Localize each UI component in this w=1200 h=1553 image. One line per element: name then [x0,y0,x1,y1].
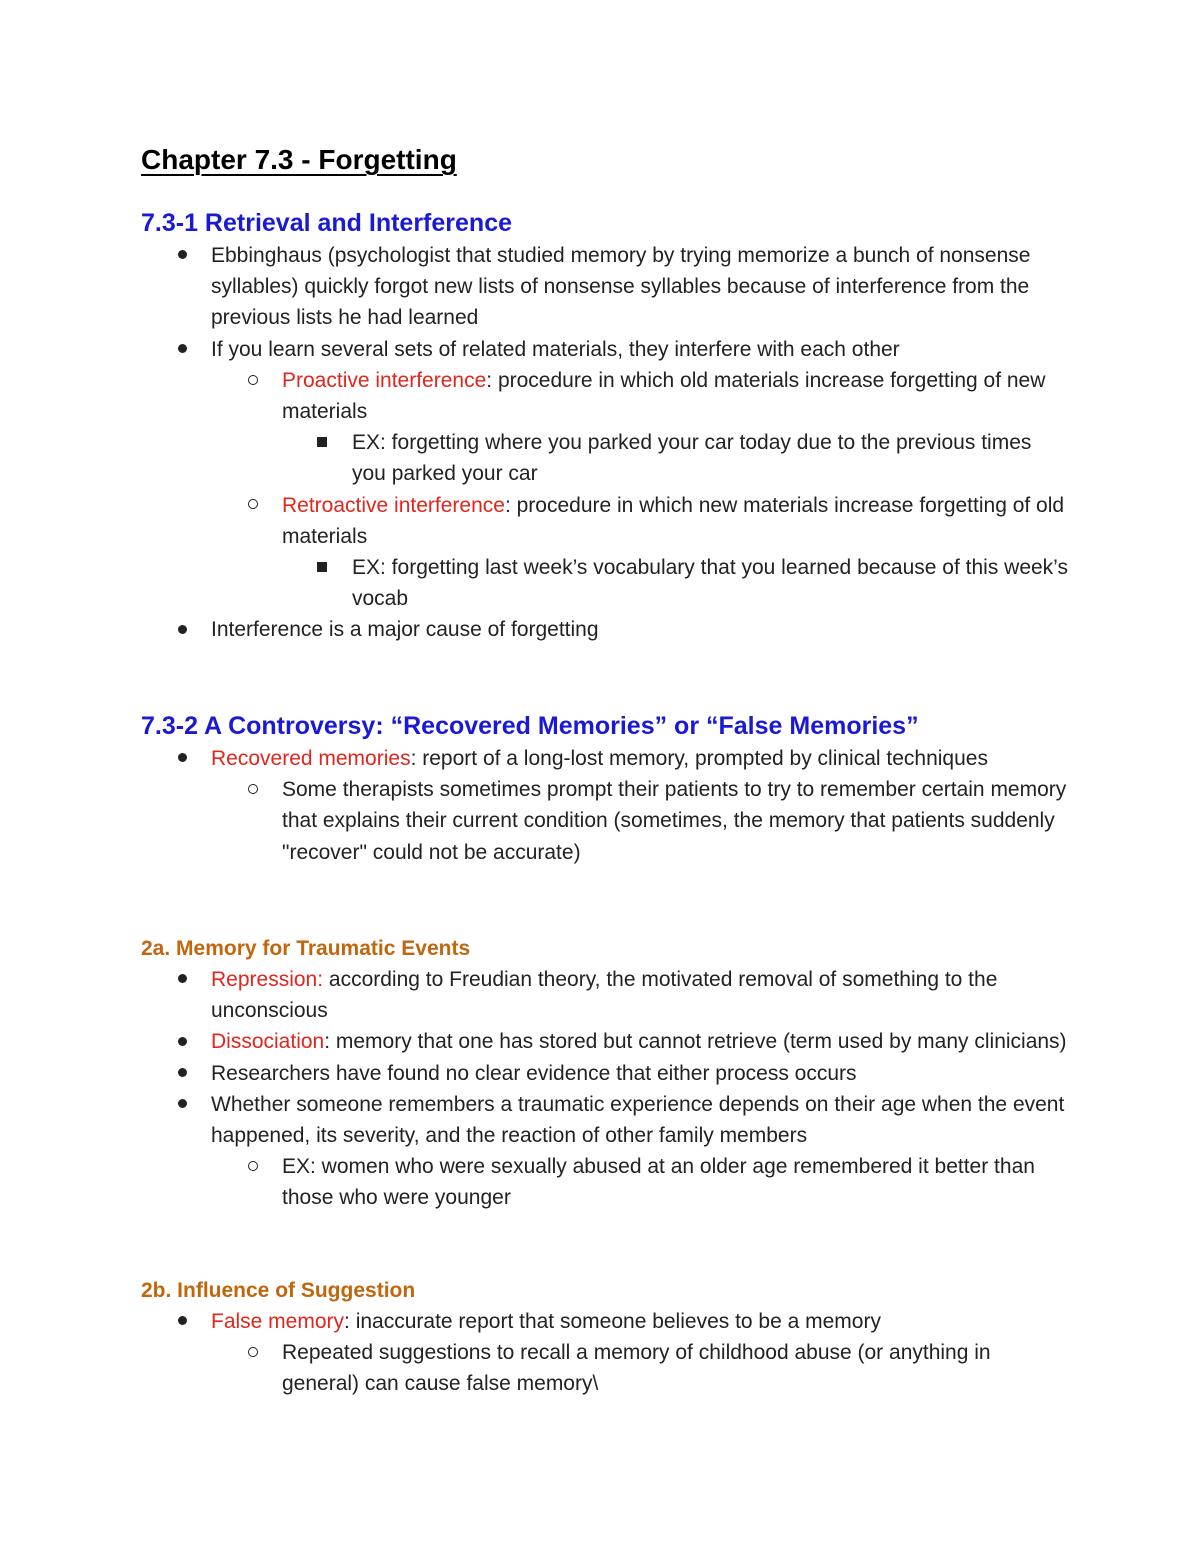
list-item [141,240,1071,334]
bullet-icon [178,1089,187,1120]
list-item [141,1058,1071,1089]
definition-text: : procedure in which new materials increase forgetting of old materials [282,493,1065,548]
list-item [141,490,1071,552]
subsection-heading: 2b. Influence of Suggestion [141,1279,416,1302]
section-controversy [141,710,1071,868]
hollow-bullet-icon [248,774,258,805]
list-item [141,1089,1071,1151]
term: False memory [211,1310,345,1333]
subsection-heading: 2a. Memory for Traumatic Events [141,937,471,960]
bullet-list [141,1306,1071,1400]
term: Retroactive interference [282,493,505,517]
list-item-text: Repeated suggestions to recall a memory of childhood abuse (or anything in general) can cause false memory\ [282,1341,991,1396]
bullet-icon [178,1058,187,1089]
list-item [141,552,1071,614]
section-influence-of-suggestion [141,1276,1071,1400]
definition-text: according to Freudian theory, the motivated removal of something to the unconscious [211,968,998,1023]
bullet-icon [178,964,187,995]
list-item-text: Whether someone remembers a traumatic experience depends on their age when the event happened, its severity, and the reaction of other family members [211,1092,1065,1148]
section-retrieval-interference [141,207,1071,646]
list-item [141,365,1071,427]
definition-text: : report of a long-lost memory, prompted by clinical techniques [410,747,988,770]
list-item [141,614,1071,645]
list-item [141,1337,1071,1399]
hollow-bullet-icon [248,490,258,521]
list-item [141,964,1071,1026]
hollow-bullet-icon [248,365,258,396]
hollow-bullet-icon [248,1151,258,1182]
definition-text: : inaccurate report that someone believes to be a memory [344,1310,881,1333]
section-heading: 7.3-1 Retrieval and Interference [141,209,512,237]
list-item-text: Researchers have found no clear evidence that either process occurs [211,1061,857,1085]
term: Proactive interference [282,368,487,392]
bullet-icon [178,743,187,774]
list-item [141,1306,1071,1337]
list-item [141,334,1071,365]
example-text: EX: forgetting last week’s vocabulary that you learned because of this week’s vocab [352,556,1068,611]
term: Recovered memories [211,747,411,770]
square-bullet-icon [317,427,327,458]
bullet-list [141,964,1071,1214]
hollow-bullet-icon [248,1337,258,1368]
bullet-icon [178,1306,187,1337]
square-bullet-icon [317,552,327,583]
term: Repression: [211,968,324,991]
list-item-text: Interference is a major cause of forgetting [211,618,599,642]
bullet-icon [178,614,187,645]
list-item [141,1026,1071,1057]
term: Dissociation [211,1030,325,1054]
list-item [141,774,1071,868]
example-text: EX: forgetting where you parked your car today due to the previous times you parked your car [352,431,1032,486]
list-item-text: If you learn several sets of related materials, they interfere with each other [211,337,900,361]
example-text: EX: women who were sexually abused at an older age remembered it better than those who were younger [282,1155,1035,1210]
list-item [141,427,1071,489]
section-heading: 7.3-2 A Controversy: “Recovered Memories” or “False Memories” [141,712,919,740]
bullet-icon [178,334,187,365]
bullet-icon [178,240,187,271]
list-item [141,743,1071,774]
definition-text: : memory that one has stored but cannot retrieve (term used by many clinicians) [324,1030,1067,1054]
bullet-list [141,240,1071,646]
bullet-list [141,743,1071,868]
list-item [141,1151,1071,1213]
list-item-text: Ebbinghaus (psychologist that studied memory by trying memorize a bunch of nonsense syllables) quickly forgot new lists of nonsense syllables because of interference from the previous lists he had learned [211,244,1031,330]
chapter-title: Chapter 7.3 - Forgetting [141,144,457,175]
list-item-text: Some therapists sometimes prompt their patients to try to remember certain memory that explains their current condition (sometimes, the memory that patients suddenly "recover" could not be accurate) [282,778,1067,864]
definition-text: : procedure in which old materials increase forgetting of new materials [282,368,1046,424]
section-traumatic-events [141,934,1071,1214]
bullet-icon [178,1026,187,1057]
